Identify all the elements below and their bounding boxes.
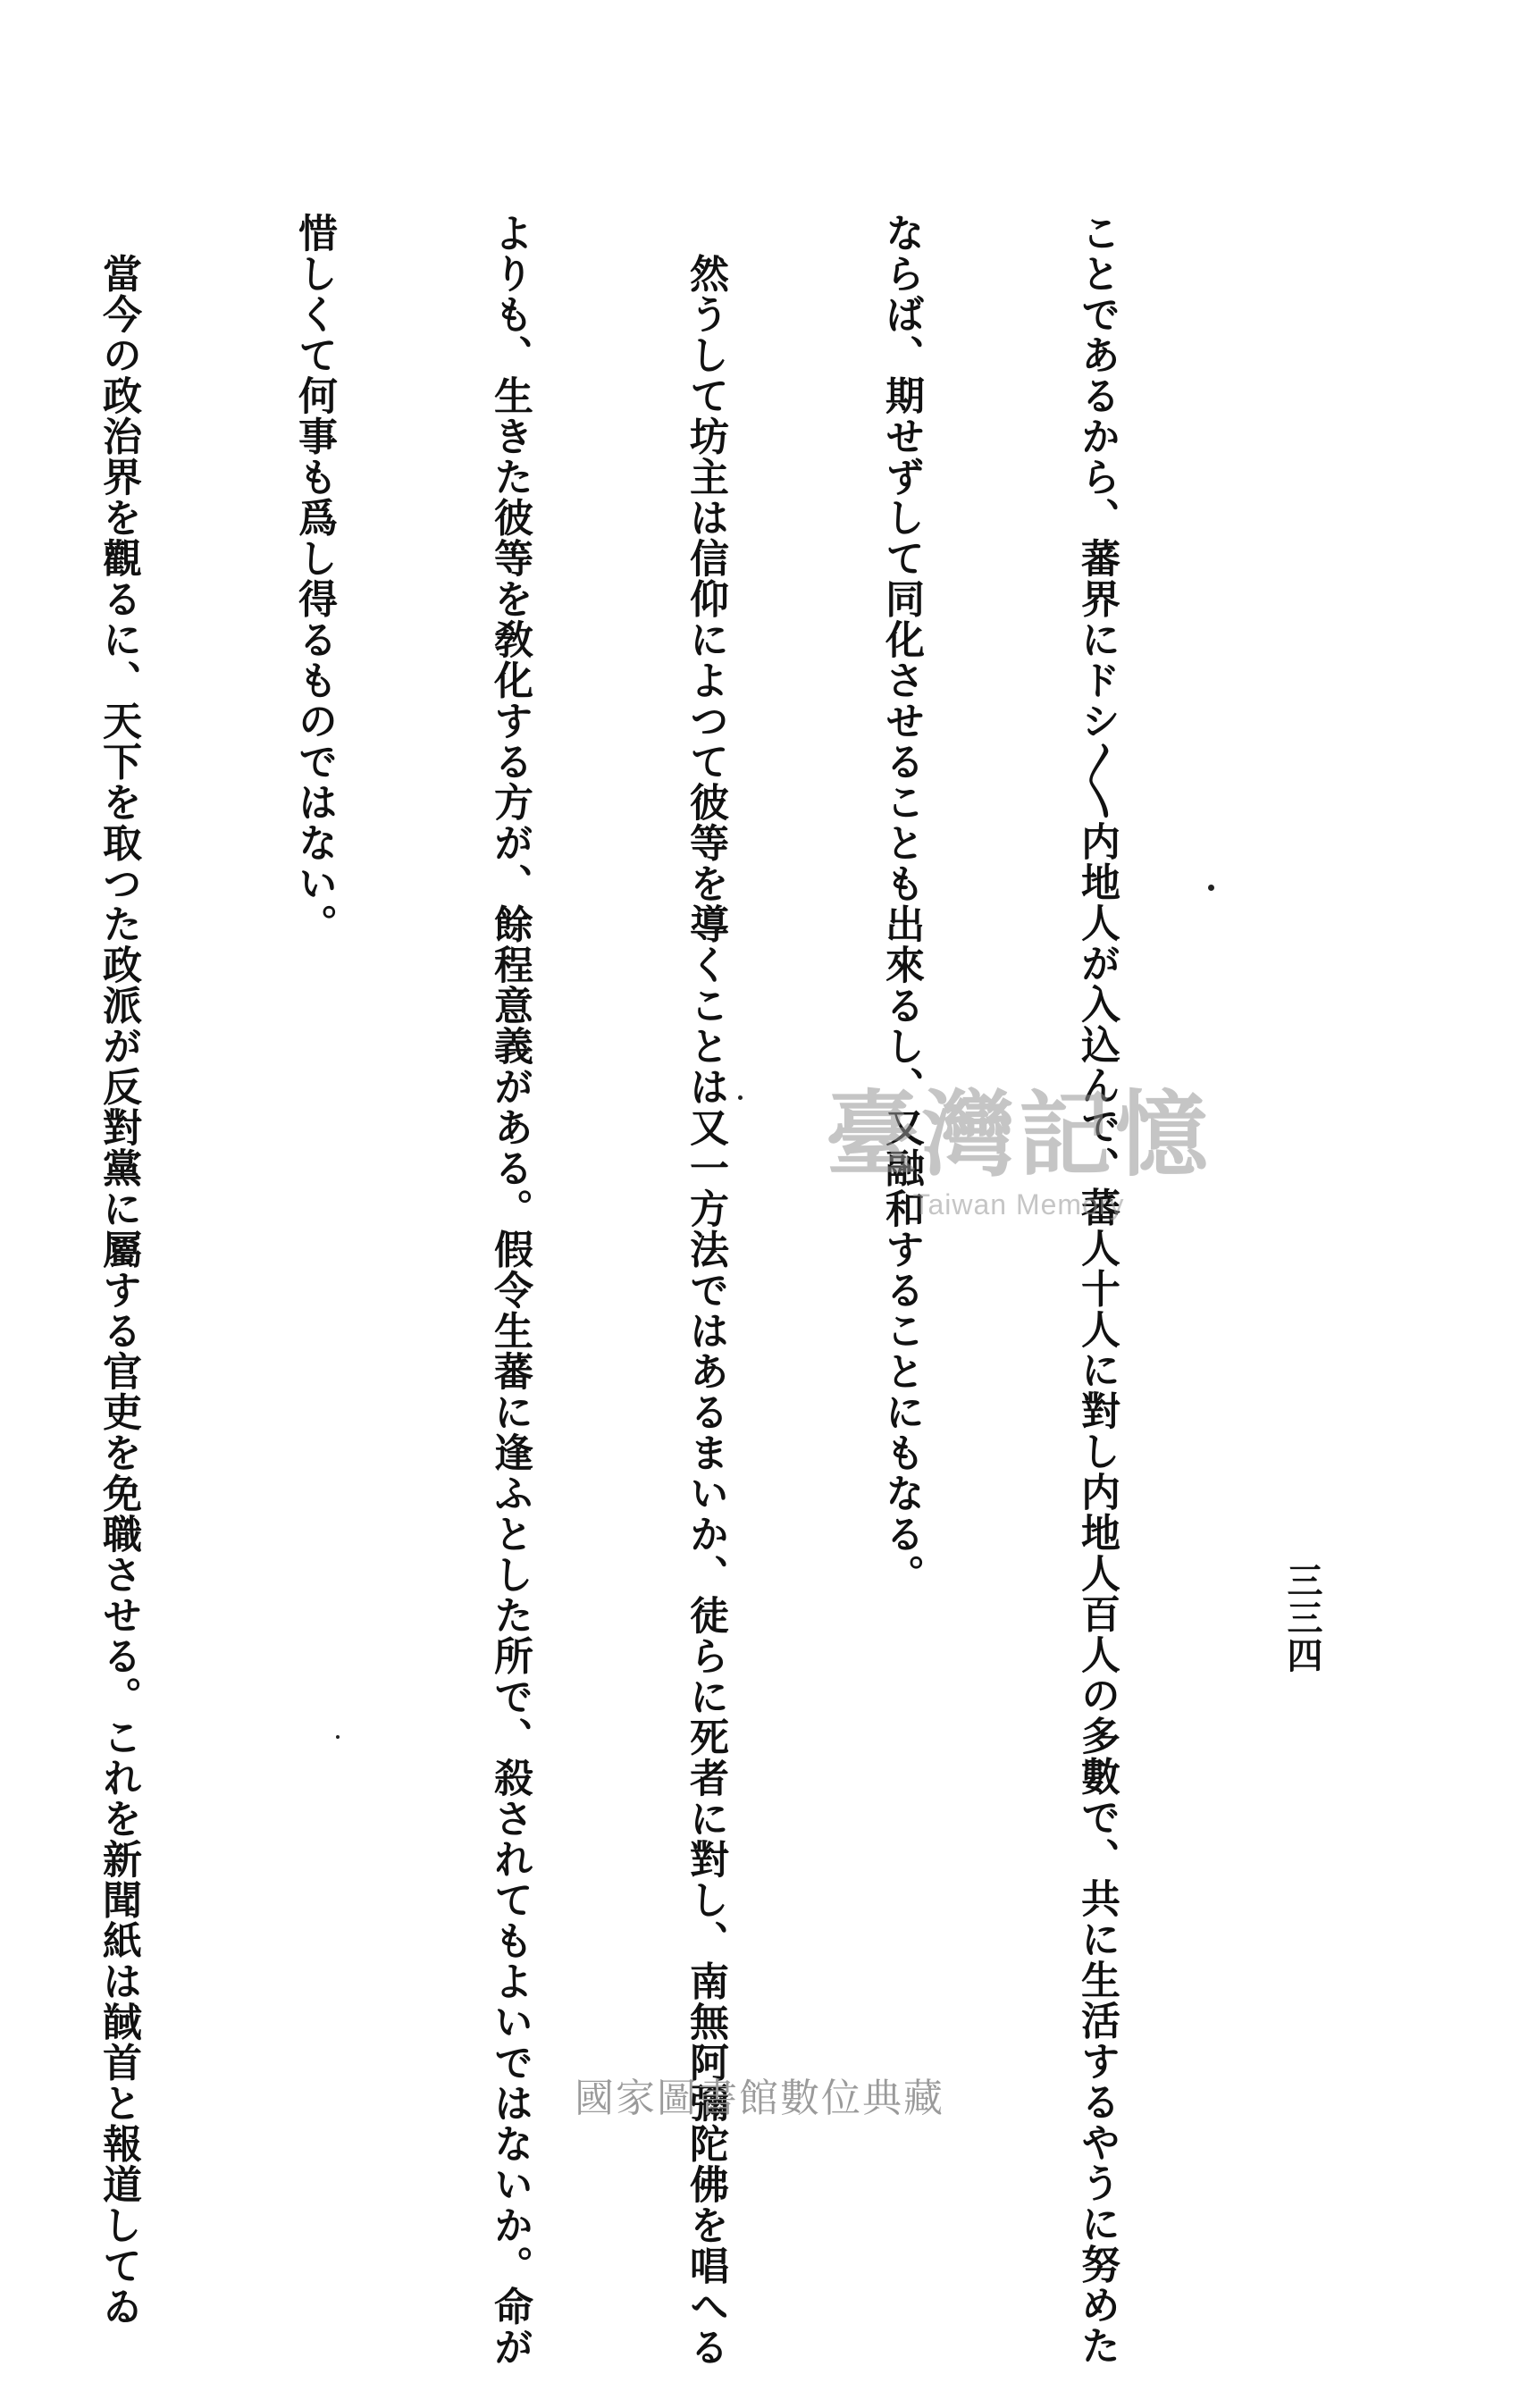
text-line: ことであるから、蕃界にドシ〳〵内地人が入込んで、蕃人十人に對し内地人百人の多數で、共に生活するやうに努めた <box>1074 213 1120 2366</box>
scan-speck <box>1208 885 1214 891</box>
text-line: よりも、生きた彼等を敎化する方が、餘程意義がある。假令生蕃に逢ふとした所で、殺されてもよいではないか。命が <box>487 213 533 2368</box>
page-number: 三三四 <box>1281 1562 1323 1674</box>
text-line: 然うして坊主は信仰によつて彼等を導くことは又一方法ではあるまいか、徒らに死者に對し、南無阿彌陀佛を唱へる <box>683 213 728 2368</box>
text-line: 當今の政治界を觀るに、天下を取つた政派が反對黨に屬する官吏を免職させる。これを新聞紙は馘首と報道してゐ <box>96 213 141 2327</box>
scan-speck <box>738 1095 743 1100</box>
watermark-english: Taiwan Memory <box>912 1188 1125 1221</box>
text-line: ならば、期せずして同化させることも出來るし、又融和することにもなる。 <box>878 213 924 1595</box>
text-line: 惜しくて何事も爲し得るものではない。 <box>291 213 337 944</box>
watermark-chinese: 臺灣記憶 <box>825 1079 1212 1189</box>
library-footer: 國家圖書館數位典藏 <box>575 2076 944 2121</box>
scan-speck <box>336 1735 340 1739</box>
